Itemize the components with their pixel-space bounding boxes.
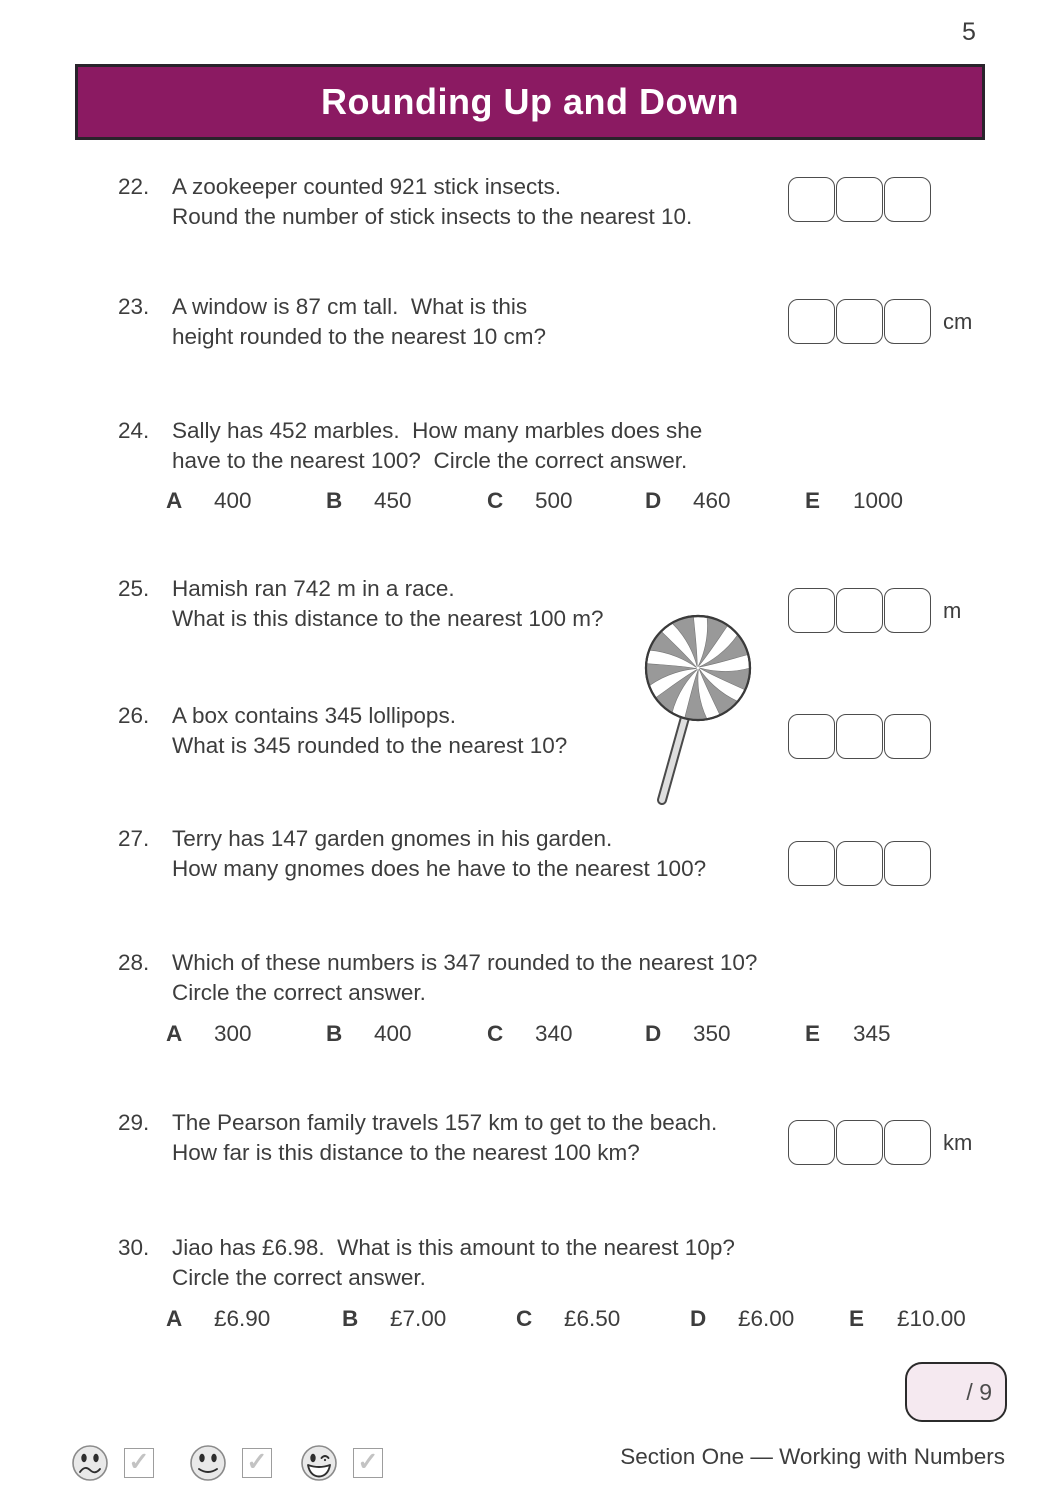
- check-icon: ✓: [246, 1447, 268, 1476]
- option-value: 340: [535, 1021, 573, 1046]
- unit-label: cm: [943, 308, 973, 334]
- answer-box[interactable]: [836, 588, 883, 633]
- question-text-line: A box contains 345 lollipops.: [172, 703, 456, 728]
- options-q30: [0, 1306, 1060, 1340]
- option-value: 300: [214, 1021, 252, 1046]
- smiley-set-sad: [71, 1444, 154, 1482]
- option-letter: B: [326, 488, 343, 513]
- option-letter: C: [516, 1306, 533, 1331]
- answer-box[interactable]: [884, 177, 931, 222]
- smiley-set-neutral: [189, 1444, 272, 1482]
- option-letter: A: [166, 1021, 183, 1046]
- answer-boxes-q25: [788, 588, 961, 633]
- question-23: [118, 292, 546, 352]
- answer-box[interactable]: [788, 714, 835, 759]
- options-q28: [0, 1021, 1060, 1055]
- question-number: 28.: [118, 950, 150, 975]
- question-number: 24.: [118, 418, 150, 443]
- option-a[interactable]: [166, 488, 252, 514]
- question-text-line: have to the nearest 100? Circle the correct answer.: [172, 448, 688, 473]
- option-letter: A: [166, 1306, 183, 1331]
- title-banner: [75, 64, 985, 140]
- page-title: Rounding Up and Down: [321, 81, 739, 122]
- score-label: / 9: [966, 1378, 992, 1405]
- answer-box[interactable]: [788, 299, 835, 344]
- option-letter: D: [645, 488, 662, 513]
- question-number: 25.: [118, 576, 150, 601]
- question-text-line: How many gnomes does he have to the nearest 100?: [172, 856, 707, 881]
- answer-box[interactable]: [884, 714, 931, 759]
- check-icon: ✓: [357, 1447, 379, 1476]
- answer-box[interactable]: [884, 299, 931, 344]
- option-letter: B: [326, 1021, 343, 1046]
- answer-box[interactable]: [836, 299, 883, 344]
- question-28: [118, 948, 757, 1008]
- question-text-line: The Pearson family travels 157 km to get to the beach.: [172, 1110, 718, 1135]
- answer-box[interactable]: [836, 177, 883, 222]
- option-a[interactable]: [166, 1306, 270, 1332]
- question-number: 22.: [118, 174, 150, 199]
- checkbox-neutral[interactable]: [242, 1448, 272, 1478]
- option-a[interactable]: [166, 1021, 252, 1047]
- answer-box[interactable]: [788, 1120, 835, 1165]
- option-b[interactable]: [342, 1306, 446, 1332]
- option-d[interactable]: [645, 488, 731, 514]
- option-d[interactable]: [645, 1021, 731, 1047]
- option-value: £6.00: [738, 1306, 795, 1331]
- option-value: 460: [693, 488, 731, 513]
- option-e[interactable]: [849, 1306, 966, 1332]
- answer-boxes-q22: [788, 177, 932, 222]
- checkbox-happy[interactable]: [353, 1448, 383, 1478]
- page-number: 5: [962, 18, 976, 46]
- question-text-line: Round the number of stick insects to the nearest 10.: [172, 204, 693, 229]
- option-value: 350: [693, 1021, 731, 1046]
- answer-boxes-q26: [788, 714, 932, 759]
- answer-boxes-q23: [788, 299, 972, 344]
- question-text-line: What is this distance to the nearest 100 m?: [172, 606, 604, 631]
- option-c[interactable]: [487, 1021, 573, 1047]
- option-value: 450: [374, 488, 412, 513]
- option-letter: B: [342, 1306, 359, 1331]
- checkbox-sad[interactable]: [124, 1448, 154, 1478]
- question-22: [118, 172, 692, 232]
- question-27: [118, 824, 706, 884]
- option-letter: D: [645, 1021, 662, 1046]
- option-value: 345: [853, 1021, 891, 1046]
- question-text-line: A zookeeper counted 921 stick insects.: [172, 174, 561, 199]
- question-text-line: A window is 87 cm tall. What is this: [172, 294, 528, 319]
- question-number: 27.: [118, 826, 150, 851]
- option-d[interactable]: [690, 1306, 794, 1332]
- answer-box[interactable]: [884, 1120, 931, 1165]
- option-letter: C: [487, 1021, 504, 1046]
- question-29: [118, 1108, 717, 1168]
- question-number: 23.: [118, 294, 150, 319]
- smiley-set-happy: [300, 1444, 383, 1482]
- question-number: 29.: [118, 1110, 150, 1135]
- question-25: [118, 574, 603, 634]
- option-e[interactable]: [805, 488, 903, 514]
- sad-face-icon: [71, 1444, 109, 1482]
- question-text-line: Jiao has £6.98. What is this amount to the nearest 10p?: [172, 1235, 735, 1260]
- question-text-line: What is 345 rounded to the nearest 10?: [172, 733, 568, 758]
- answer-box[interactable]: [788, 841, 835, 886]
- question-text-line: height rounded to the nearest 10 cm?: [172, 324, 547, 349]
- score-box[interactable]: [905, 1362, 1007, 1422]
- unit-label: km: [943, 1129, 973, 1155]
- option-value: 1000: [853, 488, 904, 513]
- option-value: £10.00: [897, 1306, 966, 1331]
- answer-box[interactable]: [788, 588, 835, 633]
- answer-box[interactable]: [884, 841, 931, 886]
- option-letter: E: [849, 1306, 865, 1331]
- question-text-line: Terry has 147 garden gnomes in his garden.: [172, 826, 613, 851]
- question-24: [118, 416, 702, 476]
- question-26: [118, 701, 567, 761]
- question-text-line: Circle the correct answer.: [172, 1265, 426, 1290]
- option-value: £7.00: [390, 1306, 447, 1331]
- option-e[interactable]: [805, 1021, 891, 1047]
- answer-box[interactable]: [836, 841, 883, 886]
- option-value: 400: [214, 488, 252, 513]
- answer-box[interactable]: [884, 588, 931, 633]
- option-b[interactable]: [326, 1021, 412, 1047]
- question-text-line: Hamish ran 742 m in a race.: [172, 576, 455, 601]
- option-b[interactable]: [326, 488, 412, 514]
- answer-box[interactable]: [836, 1120, 883, 1165]
- option-c[interactable]: [516, 1306, 620, 1332]
- unit-label: m: [943, 597, 962, 623]
- option-value: £6.50: [564, 1306, 621, 1331]
- question-text-line: Sally has 452 marbles. How many marbles does she: [172, 418, 703, 443]
- question-number: 26.: [118, 703, 150, 728]
- check-icon: ✓: [128, 1447, 150, 1476]
- option-letter: E: [805, 488, 821, 513]
- section-footer: Section One — Working with Numbers: [620, 1444, 1005, 1469]
- option-value: 500: [535, 488, 573, 513]
- lollipop-icon: [636, 604, 756, 814]
- option-value: £6.90: [214, 1306, 271, 1331]
- question-text-line: How far is this distance to the nearest 100 km?: [172, 1140, 640, 1165]
- question-number: 30.: [118, 1235, 150, 1260]
- answer-box[interactable]: [836, 714, 883, 759]
- option-letter: A: [166, 488, 183, 513]
- neutral-face-icon: [189, 1444, 227, 1482]
- question-text-line: Circle the correct answer.: [172, 980, 426, 1005]
- wink-face-icon: [300, 1444, 338, 1482]
- question-text-line: Which of these numbers is 347 rounded to the nearest 10?: [172, 950, 758, 975]
- answer-box[interactable]: [788, 177, 835, 222]
- option-letter: E: [805, 1021, 821, 1046]
- option-c[interactable]: [487, 488, 573, 514]
- answer-boxes-q29: [788, 1120, 972, 1165]
- option-value: 400: [374, 1021, 412, 1046]
- answer-boxes-q27: [788, 841, 932, 886]
- options-q24: [0, 488, 1060, 522]
- question-30: [118, 1233, 735, 1293]
- option-letter: D: [690, 1306, 707, 1331]
- option-letter: C: [487, 488, 504, 513]
